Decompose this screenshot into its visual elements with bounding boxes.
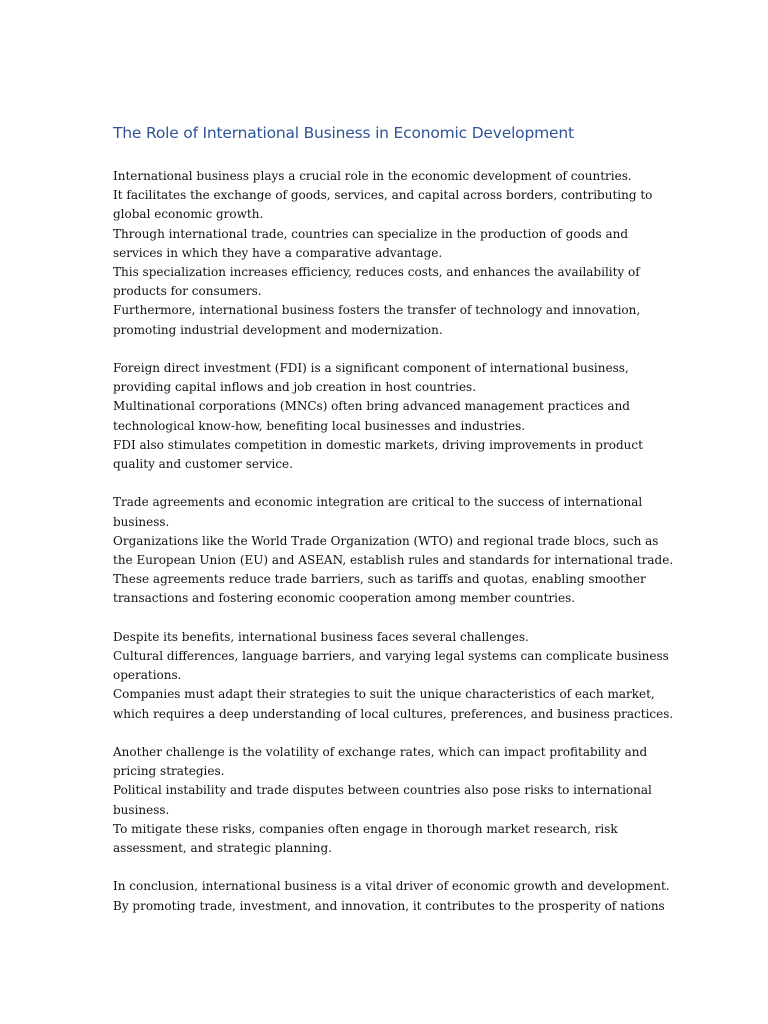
document-title: The Role of International Business in Economic Development [113,124,574,142]
text-line: which requires a deep understanding of local cultures, preferences, and business practices. [113,706,674,721]
text-line: To mitigate these risks, companies often engage in thorough market research, risk [113,821,618,836]
text-line: Foreign direct investment (FDI) is a significant component of international business, [113,361,629,376]
text-line: operations. [113,668,182,683]
text-line: Organizations like the World Trade Organization (WTO) and regional trade blocs, such as [113,533,659,548]
text-line: Another challenge is the volatility of exchange rates, which can impact profitability and [113,745,648,760]
paragraph-international-trade [113,167,673,340]
text-line: the European Union (EU) and ASEAN, establish rules and standards for international trade. [113,553,674,568]
text-line: International business plays a crucial role in the economic development of countries. [113,169,632,183]
text-line: It facilitates the exchange of goods, services, and capital across borders, contributing to [113,188,653,203]
text-line: This specialization increases efficiency, reduces costs, and enhances the availability of [113,265,640,280]
text-line: Political instability and trade disputes between countries also pose risks to international [113,783,652,798]
text-line: services in which they have a comparative advantage. [113,245,443,260]
text-line: Through international trade, countries can specialize in the production of goods and [113,226,629,241]
text-line: business. [113,514,170,529]
text-line: products for consumers. [113,284,262,299]
text-line: These agreements reduce trade barriers, such as tariffs and quotas, enabling smoother [113,572,646,587]
text-line: Trade agreements and economic integration are critical to the success of international [113,495,643,510]
text-line: Despite its benefits, international business faces several challenges. [113,629,529,644]
text-line: business. [113,802,170,817]
paragraph-fdi [113,359,673,474]
text-line: providing capital inflows and job creation in host countries. [113,380,477,395]
text-line: global economic growth. [113,207,264,222]
text-line: transactions and fostering economic cooperation among member countries. [113,591,576,606]
paragraph-trade-agreements [113,493,673,608]
text-line: assessment, and strategic planning. [113,841,332,856]
paragraph-exchange-rates [113,743,673,858]
text-line: pricing strategies. [113,764,225,779]
text-line: In conclusion, international business is a vital driver of economic growth and development. [113,879,670,894]
text-line: Furthermore, international business fosters the transfer of technology and innovation, [113,303,641,318]
text-line: FDI also stimulates competition in domestic markets, driving improvements in product [113,437,643,452]
paragraph-challenges [113,628,673,724]
text-line: By promoting trade, investment, and innovation, it contributes to the prosperity of nations [113,898,665,913]
text-line: quality and customer service. [113,457,293,472]
paragraph-conclusion [113,877,673,915]
text-line: Companies must adapt their strategies to suit the unique characteristics of each market, [113,687,655,702]
text-line: technological know-how, benefiting local businesses and industries. [113,418,526,433]
text-line: Cultural differences, language barriers, and varying legal systems can complicate business [113,649,669,664]
text-line: promoting industrial development and modernization. [113,322,443,337]
document-body [113,167,673,935]
text-line: Multinational corporations (MNCs) often bring advanced management practices and [113,399,630,414]
